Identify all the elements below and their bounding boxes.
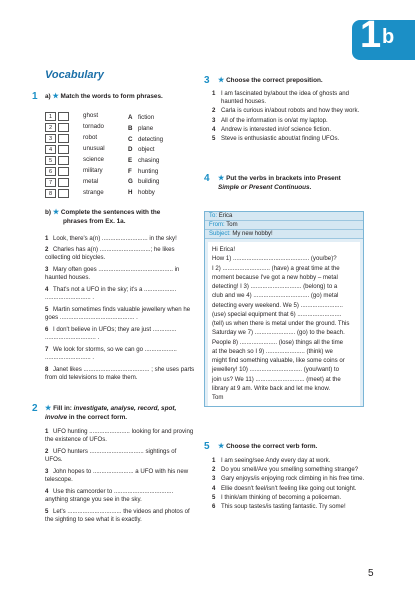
definition-row: [128, 145, 198, 156]
exercise-1-number: 1: [32, 91, 38, 102]
item-text[interactable]: Carla is curious in/about robots and how they work.: [221, 107, 360, 115]
exercise-3-item: [212, 126, 372, 134]
star-icon: ★: [218, 175, 225, 182]
sentence-number: 5: [45, 306, 49, 313]
item-text[interactable]: I am fascinated by/about the idea of ghosts and haunted houses.: [221, 90, 350, 106]
definition-letter: G: [128, 178, 133, 186]
sentence-item: [45, 286, 195, 302]
email-line: join us? We 11) ............................. (meet) at the: [212, 375, 341, 383]
answer-blank[interactable]: [58, 123, 69, 132]
email-line: might find something valuable, like some coins or: [212, 357, 345, 364]
star-icon: ★: [52, 93, 59, 100]
email-line: (use) special equipment that 6) ..........................: [212, 310, 342, 318]
email-line: detecting! I 3) .............................. (belong) to a: [212, 283, 338, 290]
exercise-1a-instruction: [45, 92, 163, 102]
definition-word: plane: [138, 124, 154, 132]
definition-word: fiction: [138, 114, 155, 122]
exercise-5-list: [212, 457, 372, 512]
email-line: jewellery! 10) ............................... (you/want) to: [212, 366, 339, 374]
email-line: How 1) ............................................. (you/be)?: [212, 255, 337, 263]
item-number: 1: [45, 428, 49, 435]
email-line: People 8) ...................... (lose) things all the time: [212, 338, 344, 346]
item-number: 2: [212, 107, 216, 115]
sentence-number: 2: [45, 246, 49, 253]
email-line: library at 9 am. Write back and let me know.: [212, 384, 331, 392]
exercise-1b-instruction: [45, 208, 160, 226]
definition-word: hobby: [138, 188, 155, 196]
word: ghost: [83, 112, 99, 120]
sentence-item: [45, 246, 195, 262]
definition-letter: H: [128, 188, 133, 196]
answer-blank[interactable]: [58, 189, 69, 198]
sentence-text[interactable]: Martin sometimes finds valuable jewellery when he goes ............................................ .: [45, 306, 191, 322]
exercise-1a-text: Match the words to form phrases.: [60, 93, 163, 100]
sentence-item: [45, 346, 195, 362]
word-row: [45, 122, 120, 133]
sentence-text[interactable]: Mary often goes ............................................ in haunted houses.: [45, 266, 180, 282]
email-line: moment because I've got a new hobby – metal: [212, 273, 338, 281]
word: tornado: [83, 123, 104, 131]
email-line: Hi Erica!: [212, 246, 236, 253]
word-list: [45, 111, 120, 199]
item-text[interactable]: Gary enjoys/is enjoying rock climbing in his free time.: [221, 475, 365, 483]
definition-letter: D: [128, 146, 133, 154]
item-number: 5: [45, 508, 49, 515]
definition-list: [128, 113, 198, 199]
word: metal: [83, 178, 99, 186]
sentence-number: 6: [45, 326, 49, 333]
exercise-1a-label: a): [45, 93, 51, 100]
answer-box[interactable]: 8: [45, 189, 56, 198]
item-number: 1: [212, 457, 216, 464]
answer-blank[interactable]: [58, 167, 69, 176]
exercise-2-item: [45, 488, 195, 504]
item-text[interactable]: Andrew is interested in/of science fiction.: [221, 125, 332, 133]
sentence-number: 7: [45, 346, 49, 353]
definition-row: [128, 166, 198, 177]
exercise-5-item: [212, 485, 372, 493]
exercise-2-tail: in the correct form.: [68, 413, 128, 421]
item-number: 3: [45, 468, 49, 475]
sentence-item: [45, 306, 195, 322]
exercise-3-text: Choose the correct preposition.: [226, 77, 323, 84]
item-text[interactable]: I think/am thinking of becoming a policeman.: [221, 493, 342, 501]
word: unusual: [83, 145, 105, 153]
answer-box[interactable]: 2: [45, 123, 56, 132]
unit-number: 1: [360, 14, 382, 56]
sentence-item: [45, 266, 195, 282]
exercise-3-number: 3: [204, 75, 210, 86]
exercise-3-instruction: [218, 76, 323, 86]
exercise-2-instruction: [45, 404, 195, 422]
section-title: Vocabulary: [45, 69, 104, 81]
subject-value: My new hobby!: [232, 231, 273, 237]
sentence-text[interactable]: Janet likes ....................................... ; she uses parts from old televisions to make them.: [45, 366, 195, 382]
star-icon: ★: [218, 443, 225, 450]
answer-box[interactable]: 6: [45, 167, 56, 176]
item-number: 4: [45, 488, 49, 495]
from-label: From:: [209, 222, 225, 228]
exercise-1b-text-2: phrases from Ex. 1a.: [63, 217, 126, 225]
sentence-number: 4: [45, 286, 49, 293]
item-text[interactable]: Use this camcorder to ................................... anything strange you see in the sky.: [45, 488, 174, 504]
exercise-5-text: Choose the correct verb form.: [226, 443, 318, 450]
item-text[interactable]: UFO hunting ........................ looking for and proving the existence of UFOs.: [45, 428, 194, 444]
star-icon: ★: [45, 405, 52, 412]
exercise-5-item: [212, 457, 372, 465]
answer-box[interactable]: 3: [45, 134, 56, 143]
item-number: 5: [212, 135, 216, 143]
word: military: [83, 167, 103, 175]
email-line: at the beach so I 9) ....................... (think) we: [212, 347, 333, 355]
answer-blank[interactable]: [58, 156, 69, 165]
email-line: (tell) us when there is metal under the ground. This: [212, 320, 350, 327]
word-row: [45, 188, 120, 199]
sentence-number: 3: [45, 266, 49, 273]
exercise-3-item: [212, 135, 372, 143]
sentence-number: 8: [45, 366, 49, 373]
answer-box[interactable]: 5: [45, 156, 56, 165]
definition-row: [128, 188, 198, 199]
answer-blank[interactable]: [58, 178, 69, 187]
item-number: 4: [212, 125, 216, 133]
exercise-3-item: [212, 117, 372, 125]
email-to-field[interactable]: [205, 212, 363, 221]
exercise-3-list: [212, 90, 372, 144]
item-text[interactable]: I am seeing/see Andy every day at work.: [221, 457, 331, 464]
exercise-5-number: 5: [204, 441, 210, 452]
exercise-5-instruction: [218, 442, 317, 452]
definition-letter: C: [128, 135, 133, 143]
definition-letter: A: [128, 114, 133, 122]
word-row: [45, 177, 120, 188]
item-text[interactable]: Ellie doesn't feel/isn't feeling like going out tonight.: [221, 484, 357, 492]
from-value: Tom: [226, 222, 238, 228]
word-row: [45, 155, 120, 166]
answer-blank[interactable]: [58, 112, 69, 121]
word-row: [45, 166, 120, 177]
item-text[interactable]: Do you smell/Are you smelling something strange?: [221, 466, 359, 474]
item-number: 6: [212, 503, 216, 511]
sentence-text[interactable]: Look, there's a(n) ........................... in the sky!: [53, 235, 177, 242]
exercise-5-item: [212, 503, 372, 511]
word-row: [45, 144, 120, 155]
definition-row: [128, 156, 198, 167]
exercise-4-instruction: [218, 174, 368, 192]
sentence-text[interactable]: I don't believe in UFOs; they are just .............. .............................. .: [45, 326, 177, 342]
star-icon: ★: [52, 209, 60, 216]
exercise-1b-text: Complete the sentences with the: [60, 209, 161, 216]
exercise-2-number: 2: [32, 403, 38, 414]
answer-box[interactable]: 1: [45, 112, 56, 121]
item-text[interactable]: This soup tastes/is tasting fantastic. Try some!: [221, 503, 346, 511]
word-row: [45, 133, 120, 144]
word-row: [45, 111, 120, 122]
answer-blank[interactable]: [58, 145, 69, 154]
answer-box[interactable]: 7: [45, 178, 56, 187]
word: science: [83, 156, 104, 164]
exercise-4-text: Put the verbs in brackets into Present: [226, 175, 341, 182]
sentence-item: [45, 366, 195, 382]
definition-row: [128, 124, 198, 135]
item-text[interactable]: Steve is enthusiastic about/at finding UFOs.: [221, 135, 340, 143]
exercise-1b-label: b): [45, 209, 52, 216]
definition-word: building: [138, 178, 160, 186]
sentence-item: [45, 235, 195, 243]
email-line: club and we 4) ................................. (go) metal: [212, 292, 339, 300]
email-line: I 2) ............................ (have) a great time at the: [212, 264, 340, 272]
email-from-field[interactable]: [205, 221, 363, 230]
exercise-3-item: [212, 107, 372, 115]
exercise-5-item: [212, 466, 372, 474]
subject-label: Subject:: [209, 231, 231, 237]
item-text[interactable]: John hopes to ........................ a UFO with his new telescope.: [45, 468, 189, 484]
sentence-text[interactable]: Charles has a(n) ..............................; he likes collecting old bicycles.: [45, 246, 175, 262]
answer-blank[interactable]: [58, 134, 69, 143]
item-number: 3: [212, 116, 216, 124]
email-signature: Tom: [212, 394, 224, 401]
exercise-5-item: [212, 494, 372, 502]
item-number: 1: [212, 90, 216, 97]
email-line: Saturday we 7) ........................ (go) to the beach.: [212, 329, 345, 337]
definition-letter: E: [128, 156, 133, 164]
email-window: [204, 211, 364, 407]
exercise-2-item: [45, 448, 195, 464]
email-body[interactable]: [208, 242, 360, 406]
star-icon: ★: [218, 77, 225, 84]
exercise-2-item: [45, 468, 195, 484]
email-line: detecting every weekend. We 5) .........................: [212, 301, 343, 309]
definition-word: chasing: [138, 156, 160, 164]
exercise-4-number: 4: [204, 173, 210, 184]
definition-word: hunting: [138, 167, 159, 175]
email-subject-field[interactable]: [205, 230, 363, 239]
sentence-item: [45, 326, 195, 342]
exercise-3-item: [212, 90, 372, 106]
exercise-2-item: [45, 508, 195, 524]
item-text[interactable]: All of the information is on/at my laptop.: [221, 116, 328, 124]
item-number: 4: [212, 484, 216, 492]
to-value: Erica: [218, 213, 233, 219]
definition-row: [128, 113, 198, 124]
word: robot: [83, 134, 98, 142]
exercise-4-text-2: Simple or Present Continuous.: [218, 183, 312, 191]
exercise-2-item: [45, 428, 195, 444]
to-label: To:: [209, 213, 218, 219]
page-number: 5: [368, 568, 374, 579]
item-number: 2: [45, 448, 49, 455]
sentence-text[interactable]: We look for storms, so we can go ................... ........................... .: [45, 346, 177, 362]
exercise-2-lead: Fill in:: [53, 405, 72, 412]
item-number: 3: [212, 475, 216, 483]
definition-row: [128, 134, 198, 145]
sentence-text[interactable]: That's not a UFO in the sky; it's a ................... ........................... .: [45, 286, 177, 302]
definition-word: detecting: [138, 135, 164, 143]
item-text[interactable]: UFO hunters ................................ sightings of UFOs.: [45, 448, 177, 464]
item-number: 5: [212, 493, 216, 501]
definition-row: [128, 177, 198, 188]
definition-letter: F: [128, 167, 132, 175]
unit-letter: b: [382, 26, 395, 48]
sentence-number: 1: [45, 235, 49, 242]
answer-box[interactable]: 4: [45, 145, 56, 154]
word: strange: [83, 189, 104, 197]
exercise-2-words: investigate, analyse, record, spot, involve: [45, 405, 177, 421]
item-text[interactable]: Let's ................................ the videos and photos of the sighting to see what it is exactly.: [45, 508, 190, 524]
exercise-5-item: [212, 475, 372, 483]
definition-word: object: [138, 146, 155, 154]
item-number: 2: [212, 466, 216, 474]
definition-letter: B: [128, 124, 133, 132]
